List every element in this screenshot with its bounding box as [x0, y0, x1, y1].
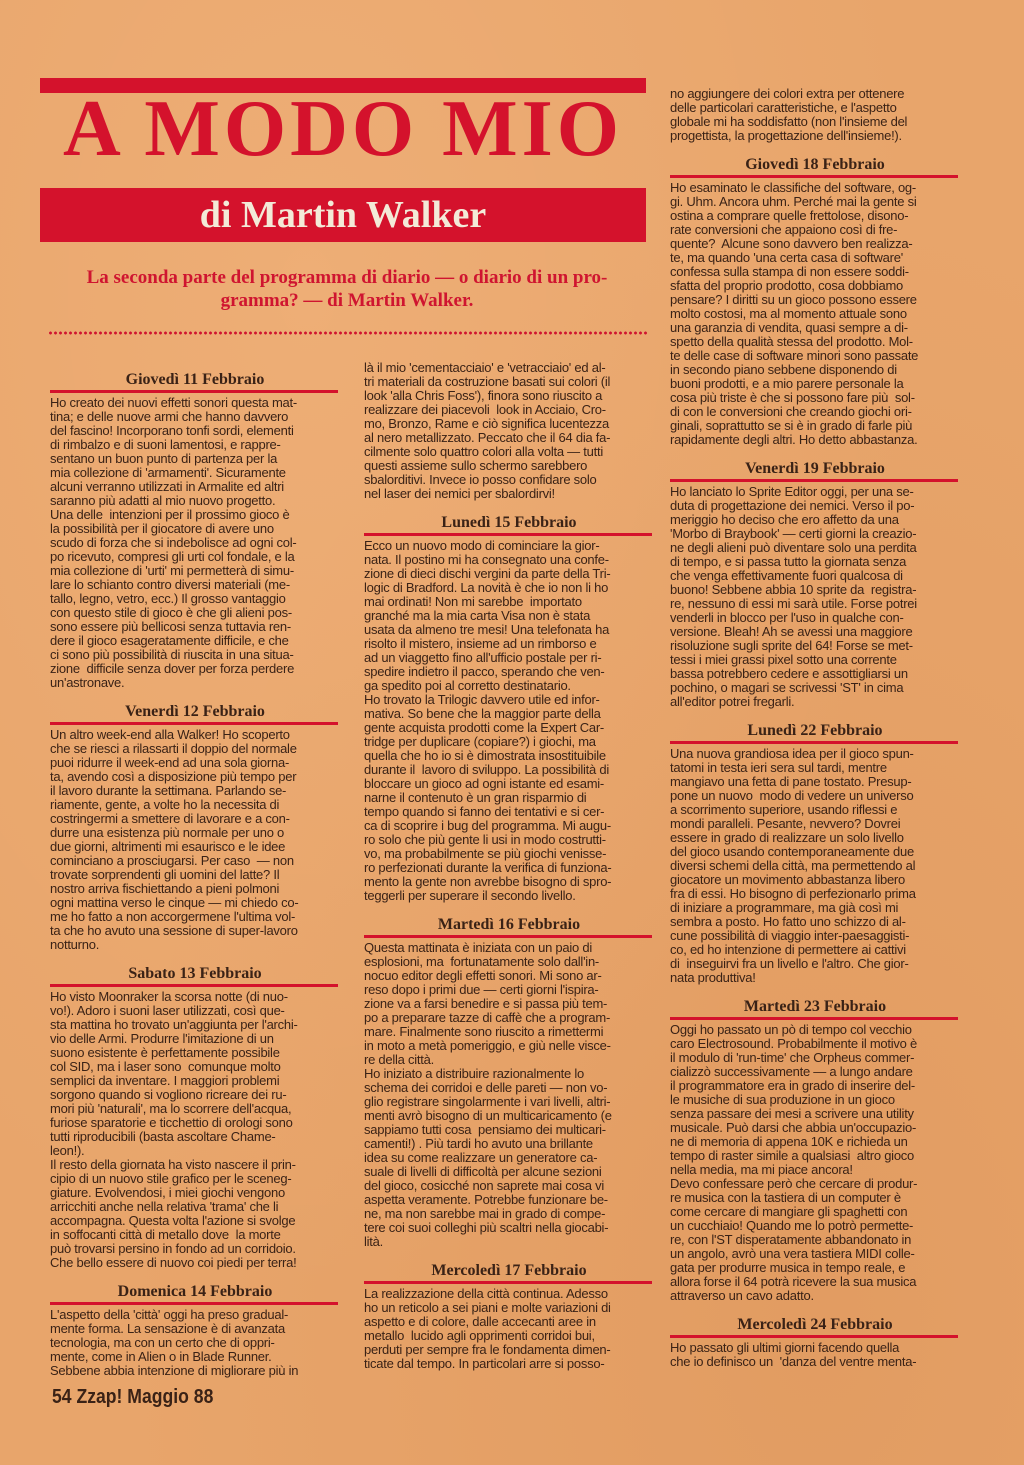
body-text-line: la possibilità per il giocatore di avere uno	[50, 521, 274, 536]
body-text-line: cune possibilità di viaggio inter-paesaggisti-	[670, 928, 910, 943]
body-text-line: come cercare di mangiare gli spaghetti con	[670, 1204, 908, 1219]
heading-red-rule	[670, 175, 958, 178]
body-text-line: ho un reticolo a sei piani e molte variazioni di	[364, 1300, 611, 1315]
body-text-line: cominciano a prosciugarsi. Per caso — non	[50, 853, 294, 868]
body-text-line: mondi paralleli. Pesante, nevvero? Dovrei	[670, 816, 901, 831]
body-text-line: Ho passato gli ultimi giorni facendo quella	[670, 1340, 900, 1355]
body-text-line: semplici da inventare. I maggiori problemi	[50, 1073, 280, 1088]
body-text-line: con questo stile di gioco è che gli alieni pos-	[50, 605, 292, 620]
body-text-line: Questa mattinata è iniziata con un paio di	[364, 940, 592, 955]
body-text-line: re, nessuno di essi mi sarà utile. Forse potrei	[670, 596, 917, 611]
body-text-line: furiose sparatorie e ticchettio di orologi sono	[50, 1115, 293, 1130]
body-text-line: mori più 'naturali', ma lo scorrere dell'acqua,	[50, 1101, 292, 1116]
body-text-line: Il resto della giornata ha visto nascere il prin-	[50, 1157, 296, 1172]
body-text-line: venderli in blocco per l'uso in qualche con-	[670, 610, 904, 625]
diary-entry	[364, 915, 654, 1249]
body-text-line: le musiche di sua produzione in un gioco	[670, 1092, 895, 1107]
body-text-line: tatomi in testa ieri sera sul tardi, mentre	[670, 760, 887, 775]
body-text-line: ro perfezionati durante la verifica di funziona-	[364, 860, 612, 875]
body-text-line: di iniziare a programmare, ma già così mi	[670, 900, 899, 915]
body-text-line: pensare? I diritti su un gioco possono essere	[670, 292, 917, 307]
body-text-line: mente, come in Alien o in Blade Runner.	[50, 1349, 272, 1364]
body-text-line: risoluzione sugli sprite del 64! Forse se met-	[670, 638, 913, 653]
entry-date-heading: Mercoledì 24 Febbraio	[737, 1316, 893, 1333]
body-text-line: vio delle Armi. Produrre l'imitazione di un	[50, 1031, 274, 1046]
body-text-line: nata. Il postino mi ha consegnato una confe-	[364, 552, 609, 567]
heading-red-rule	[364, 1281, 652, 1284]
body-text-line: ca di scoprire i bug del programma. Mi augu-	[364, 818, 611, 833]
body-text-line: Una delle intenzioni per il prossimo gioco è	[50, 507, 290, 522]
diary-entry	[670, 87, 960, 143]
body-text-line: ro solo che più gente li usi in modo costrutti-	[364, 832, 606, 847]
body-text-line: logic di Bradford. La novità è che io non li ho	[364, 580, 609, 595]
dotted-divider	[48, 331, 648, 335]
body-text-line: del fascino! Incorporano tonfi sordi, elementi	[50, 423, 294, 438]
entry-date-heading: Martedì 23 Febbraio	[743, 998, 887, 1015]
body-text-line: ne di memoria di appena 10K e richieda un	[670, 1134, 908, 1149]
body-text-line: progettista, la progettazione dell'insieme!).	[670, 128, 902, 143]
body-text-line: sono essere più bellicosi senza tuttavia ren-	[50, 619, 291, 634]
body-text-line: Ho lanciato lo Sprite Editor oggi, per una se-	[670, 484, 914, 499]
body-text-line: tina; e delle nuove armi che hanno davvero	[50, 409, 289, 424]
body-text-line: ginali, soprattutto se si è in grado di farle più	[670, 418, 913, 433]
body-text-line: usata da almeno tre mesi! Una telefonata ha	[364, 622, 610, 637]
body-text-line: un'astronave.	[50, 675, 125, 690]
body-text-line: zione di dieci dischi vergini da parte della Tri-	[364, 566, 611, 581]
body-text-line: zione va a farsi benedire e si passa più tem-	[364, 996, 608, 1011]
body-text-line: Ecco un nuovo modo di cominciare la gior-	[364, 538, 600, 553]
body-text-line: po ricevuto, compresi gli urti col fondale, e la	[50, 549, 295, 564]
body-text-line: là il mio 'cementacciaio' e 'vetracciaio' ed al-	[364, 360, 606, 375]
body-text-line: delle particolari caratteristiche, e l'aspetto	[670, 100, 897, 115]
body-text-line: ogni mattina verso le cinque — mi chiedo co-	[50, 895, 299, 910]
body-text-line: Che bello essere di nuovo coi piedi per terra!	[50, 1255, 297, 1270]
diary-entry	[364, 513, 654, 903]
body-text-line: accompagna. Questa volta l'azione si svolge	[50, 1213, 296, 1228]
body-text-line: tessi i miei grassi pixel sotto una corrente	[670, 652, 897, 667]
body-text-line: Ho iniziato a distribuire razionalmente lo	[364, 1066, 585, 1081]
body-text-line: mente forma. La sensazione è di avanzata	[50, 1321, 285, 1336]
body-text-line: meriggio ho deciso che ero affetto da una	[670, 512, 899, 527]
body-text-line: no aggiungere dei colori extra per ottenere	[670, 86, 905, 101]
byline: di Martin Walker	[199, 194, 487, 236]
body-text-line: cipio di un nuovo stile grafico per le sceneg-	[50, 1171, 292, 1186]
heading-red-rule	[50, 1302, 338, 1305]
body-text-line: attraverso un cavo adatto.	[670, 1288, 814, 1303]
diary-entry	[670, 1315, 960, 1369]
body-text-line: di tempo, e si passa tutto la giornata senza	[670, 554, 907, 569]
body-text-line: in moto a metà pomeriggio, e giù nelle visce-	[364, 1038, 611, 1053]
body-text-line: bloccare un gioco ad ogni istante ed esami-	[364, 776, 605, 791]
body-text-line: lità.	[364, 1234, 383, 1249]
body-text-line: reso dopo i primi due — certi giorni l'ispira-	[364, 982, 599, 997]
heading-red-rule	[50, 390, 338, 393]
body-text-line: due giorni, altrimenti mi esaurisco e le idee	[50, 839, 286, 854]
body-text-line: L'aspetto della 'città' oggi ha preso gradual-	[50, 1307, 289, 1322]
body-text-line: può trovarsi persino in fondo ad un corridoio.	[50, 1241, 296, 1256]
entry-date-heading: Venerdì 19 Febbraio	[745, 460, 885, 477]
body-text-line: durre una esistenza più normale per uno o	[50, 825, 285, 840]
body-text-line: bassa potrebbero cedere e assottigliarsi un	[670, 666, 908, 681]
body-text-line: gi. Uhm. Ancora uhm. Perché mai la gente si	[670, 194, 917, 209]
body-text-line: arricchiti anche nella relativa 'trama' che li	[50, 1199, 279, 1214]
diary-entry	[670, 459, 960, 709]
body-text-line: po a preparare tazze di caffè che a program-	[364, 1010, 611, 1025]
body-text-line: Ho visto Moonraker la scorsa notte (di nuo-	[50, 989, 288, 1004]
diary-entry	[670, 997, 960, 1303]
body-text-line: del gioco usando contemporaneamente due	[670, 844, 914, 859]
body-text-line: un cucchiaio! Quando me lo potrò permette-	[670, 1218, 914, 1233]
body-text-line: il lavoro durante la settimana. Parlando se-	[50, 783, 287, 798]
body-text-line: spetto della qualità stessa del prodotto. Mol-	[670, 334, 913, 349]
body-text-line: giature. Evolvendosi, i miei giochi vengono	[50, 1185, 285, 1200]
body-text-line: tecnologia, ma con un certo che di oppri-	[50, 1335, 275, 1350]
body-text-line: ga spedito poi al corretto destinatario.	[364, 678, 571, 693]
body-text-line: me ho fatto a non accorgermene l'ultima vol-	[50, 909, 296, 924]
body-text-line: metallo lucido agli opprimenti corridoi bui,	[364, 1328, 595, 1343]
body-text-line: narne il contenuto è un gran risparmio di	[364, 790, 587, 805]
body-text-line: nostro arriva fischiettando a pieni polmoni	[50, 881, 280, 896]
body-text-line: che se riesci a rilassarti il doppio del normale	[50, 741, 297, 756]
body-text-line: menti avrò bisogno di un multicaricamento (e	[364, 1108, 612, 1123]
entry-date-heading: Giovedì 18 Febbraio	[745, 156, 885, 173]
entry-date-heading: Martedì 16 Febbraio	[437, 916, 581, 933]
page-title: A MODO MIO	[63, 85, 623, 173]
body-text-line: ne degli alieni può diventare solo una perdita	[670, 540, 917, 555]
body-text-line: spedire indietro il pacco, sperando che ven-	[364, 664, 605, 679]
body-text-line: nocuo editor degli effetti sonori. Mi sono ar-	[364, 968, 602, 983]
heading-red-rule	[50, 722, 338, 725]
body-text-line: granché ma la mia carta Visa non è stata	[364, 608, 591, 623]
body-text-line: col SID, ma i laser sono comunque molto	[50, 1059, 281, 1074]
body-text-line: teggerli per superare il secondo livello.	[364, 888, 576, 903]
body-text-line: tere coi suoi colleghi più scaltri nella giocabi-	[364, 1220, 609, 1235]
body-text-line: mativa. So bene che la maggior parte della	[364, 706, 601, 721]
body-text-line: una garanzia di vendita, quasi sempre a di-	[670, 320, 908, 335]
body-text-line: risolto il mistero, insieme ad un rimborso e	[364, 636, 597, 651]
body-text-line: sembra a posto. Ho fatto uno schizzo di al-	[670, 914, 906, 929]
body-text-line: idea su come realizzare un generatore ca-	[364, 1150, 598, 1165]
body-text-line: giocatore un movimento abbastanza libero	[670, 872, 905, 887]
body-text-line: tallo, legno, vetro, ecc.) Il grosso vantaggio	[50, 591, 286, 606]
body-text-line: Devo confessare però che cercare di produr-	[670, 1176, 918, 1191]
body-text-line: in soffocanti città di metallo dove la morte	[50, 1227, 281, 1242]
body-text-line: schema dei corridoi e delle pareti — non vo-	[364, 1080, 608, 1095]
body-text-line: ta, avendo così a disposizione più tempo per	[50, 769, 297, 784]
body-text-line: di inseguirvi fra un livello e l'altro. Che gior-	[670, 956, 909, 971]
body-text-line: gata per produrre musica in tempo reale, e	[670, 1260, 906, 1275]
heading-red-rule	[364, 533, 652, 536]
body-text-line: senza passare dei mesi a scrivere una utility	[670, 1106, 914, 1121]
body-text-line: nella media, ma mi piace ancora!	[670, 1162, 853, 1177]
entry-date-heading: Giovedì 11 Febbraio	[125, 371, 265, 388]
body-text-line: rate conversioni che appaiono così di fre-	[670, 222, 898, 237]
column-3	[670, 87, 960, 1369]
body-text-line: pochino, o magari se scrivessi 'ST' in cima	[670, 680, 904, 695]
body-text-line: a scorrimento superiore, usando riflessi e	[670, 802, 898, 817]
body-text-line: scudo di forza che si indebolisce ad ogni col-	[50, 535, 297, 550]
body-text-line: vo!). Adoro i suoni laser utilizzati, così que-	[50, 1003, 285, 1018]
body-text-line: perduti per sempre fra le fondamenta dimen-	[364, 1342, 611, 1357]
body-text-line: allora forse il 64 potrà ricevere la sua musica	[670, 1274, 917, 1289]
body-text-line: tridge per duplicare (copiare?) i giochi, ma	[364, 734, 596, 749]
body-text-line: mia collezione di 'armamenti'. Sicuramente	[50, 465, 286, 480]
body-text-line: fra di essi. Ho bisogno di perfezionarlo prima	[670, 886, 916, 901]
diary-entry	[50, 702, 340, 952]
body-text-line: ad un viaggetto fino all'ufficio postale per ri-	[364, 650, 602, 665]
body-text-line: mangiavo una fetta di pane tostato. Presup-	[670, 774, 912, 789]
body-text-line: 'Morbo di Braybook' — certi giorni la creazio-	[670, 526, 917, 541]
body-text-line: ta che ho avuto una sessione di super-lavoro	[50, 923, 298, 938]
body-text-line: Ho creato dei nuovi effetti sonori questa mat-	[50, 395, 297, 410]
body-text-line: molto costosi, ma al momento attuale sono	[670, 306, 907, 321]
heading-red-rule	[670, 1335, 958, 1338]
body-text-line: re musica con la tastiera di un computer è	[670, 1190, 901, 1205]
diary-entry	[50, 964, 340, 1270]
body-text-line: puoi ridurre il week-end ad una sola giorna-	[50, 755, 290, 770]
body-text-line: buono! Sebbene abbia 10 sprite da registra-	[670, 582, 917, 597]
body-text-line: Un altro week-end alla Walker! Ho scoperto	[50, 727, 290, 742]
body-text-line: ticate dal tempo. In particolari arre si posso-	[364, 1356, 605, 1371]
heading-red-rule	[670, 479, 958, 482]
body-text-line: buoni prodotti, e a mio parere personale la	[670, 376, 904, 391]
body-text-line: tempo di raster simile a qualsiasi altro gioco	[670, 1148, 915, 1163]
entry-date-heading: Mercoledì 17 Febbraio	[431, 1262, 587, 1279]
body-text-line: musicale. Può darsi che abbia un'occupazio-	[670, 1120, 917, 1135]
body-text-line: che venga effettivamente fuori qualcosa di	[670, 568, 903, 583]
body-text-line: notturno.	[50, 937, 100, 952]
body-text-line: caro Electrosound. Probabilmente il motivo è	[670, 1036, 917, 1051]
body-text-line: Oggi ho passato un pò di tempo col vecchio	[670, 1022, 912, 1037]
diary-entry	[50, 1282, 340, 1378]
entry-date-heading: Domenica 14 Febbraio	[117, 1283, 273, 1300]
body-text-line: re, con l'ST disperatamente abbandonato in	[670, 1232, 912, 1247]
body-text-line: gente acquista prodotti come la Expert Car-	[364, 720, 604, 735]
heading-red-rule	[670, 741, 958, 744]
body-text-line: mare. Finalmente sono riuscito a rimettermi	[364, 1024, 604, 1039]
body-text-line: durante il lavoro di sviluppo. La possibilità di	[364, 762, 610, 777]
body-text-line: aspetto e di colore, dalle accecanti aree in	[364, 1314, 596, 1329]
body-text-line: vo, ma probabilmente se più giochi venisse-	[364, 846, 607, 861]
body-text-line: sta mattina ho trovato un'aggiunta per l'archi-	[50, 1017, 298, 1032]
body-text-line: te, ma quando 'una certa casa di software'	[670, 250, 903, 265]
body-text-line: all'editor potrei fregarli.	[670, 694, 795, 709]
body-text-line: confessa sulla stampa di non essere soddi-	[670, 264, 909, 279]
body-text-line: alcuni verranno utilizzati in Armalite ed altri	[50, 479, 284, 494]
body-text-line: aspetta veramente. Potrebbe funzionare be-	[364, 1192, 608, 1207]
entry-date-heading: Lunedì 22 Febbraio	[747, 722, 883, 739]
body-text-line: look 'alla Chris Foss'), finora sono riuscito a	[364, 388, 603, 403]
body-text-line: Ho trovato la Trilogic davvero utile ed infor-	[364, 692, 600, 707]
diary-entry	[670, 155, 960, 447]
body-text-line: Una nuova grandiosa idea per il gioco spun-	[670, 746, 914, 761]
body-text-line: il modulo di 'run-time' che Orpheus commer-	[670, 1050, 915, 1065]
diary-entry	[364, 361, 654, 501]
body-text-line: cilmente solo quattro colori alla volta — tutti	[364, 444, 603, 459]
body-text-line: al nero metallizzato. Peccato che il 64 dia fa-	[364, 430, 611, 445]
body-text-line: di con le conversioni che creando giochi ori-	[670, 404, 912, 419]
body-text-line: mia collezione di 'urti' mi permetterà di simu-	[50, 563, 294, 578]
body-text-line: riamente, gente, a volte ho la necessita di	[50, 797, 280, 812]
body-text-line: un angolo, avrò una vera tastiera MIDI colle-	[670, 1246, 915, 1261]
byline-band	[40, 188, 646, 242]
body-text-line: zione difficile senza dover per forza perdere	[50, 661, 295, 676]
body-text-line: dere il gioco esageratamente difficile, e che	[50, 633, 289, 648]
body-text-line: re della città.	[364, 1052, 434, 1067]
body-text-line: La realizzazione della città continua. Adesso	[364, 1286, 608, 1301]
body-text-line: il programmatore era in grado di inserire del-	[670, 1078, 916, 1093]
body-text-line: quente? Alcune sono davvero ben realizza-	[670, 236, 913, 251]
diary-entry	[670, 721, 960, 985]
body-text-line: ci sono più possibilità di riuscita in una situa-	[50, 647, 294, 662]
body-text-line: globale mi ha soddisfatto (non l'insieme del	[670, 114, 908, 129]
body-text-line: questi assieme sullo schermo sarebbero	[364, 458, 588, 473]
body-text-line: duta di progettazione dei nemici. Verso il po-	[670, 498, 915, 513]
page-folio: 54 Zzap! Maggio 88	[52, 1386, 214, 1408]
body-text-line: suono esistente è perfettamente possibile	[50, 1045, 280, 1060]
body-text-line: diversi schemi della città, ma permettendo al	[670, 858, 916, 873]
body-text-line: in secondo piano sebbene disponendo di	[670, 362, 897, 377]
heading-red-rule	[670, 1017, 958, 1020]
body-text-line: sentano un buon punto di partenza per la	[50, 451, 278, 466]
column-2	[364, 361, 654, 1371]
diary-entry	[364, 1261, 654, 1371]
column-1	[50, 358, 340, 1378]
body-text-line: costringermi a smettere di lavorare e a con-	[50, 811, 290, 826]
body-text-line: trovate sorprendenti gli uomini del latte? Il	[50, 867, 280, 882]
heading-red-rule	[364, 935, 652, 938]
body-text-line: che io definisco un 'danza del ventre menta-	[670, 1354, 917, 1369]
body-text-line: nel laser dei nemici per sbalordirvi!	[364, 486, 555, 501]
body-text-line: glio registrare singolarmente i vari livelli, altri-	[364, 1094, 611, 1109]
body-text-line: cosa più triste è che si possono fare più sol-	[670, 390, 915, 405]
body-text-line: sorgono quando si vogliono ricreare dei ru-	[50, 1087, 287, 1102]
body-text-line: tutti riproducibili (basta ascoltare Chame-	[50, 1129, 276, 1144]
body-text-line: sappiamo tutti cosa pensiamo dei multicari-	[364, 1122, 606, 1137]
heading-red-rule	[50, 984, 338, 987]
body-text-line: realizzare dei piacevoli look in Acciaio, Cro-	[364, 402, 606, 417]
body-text-line: mai ordinati! Non mi sarebbe importato	[364, 594, 582, 609]
entry-date-heading: Lunedì 15 Febbraio	[441, 514, 577, 531]
body-text-line: Ho esaminato le classifiche del software, og-	[670, 180, 916, 195]
standfirst: La seconda parte del programma di diario — o diario di un pro- gramma? — di Martin Walker.	[86, 267, 608, 311]
body-text-line: essere in grado di realizzare un solo livello	[670, 830, 904, 845]
diary-entry	[50, 370, 340, 690]
body-text-line: tri materiali da costruzione basati sui colori (il	[364, 374, 611, 389]
body-text-line: ostina a comprare quelle frettolose, disono-	[670, 208, 909, 223]
body-text-line: pone un nuovo modo di vedere un universo	[670, 788, 914, 803]
body-text-line: di rimbalzo e di suoni lamentosi, e rappre-	[50, 437, 281, 452]
body-text-line: tempo quando si fanno dei tentativi e si cer-	[364, 804, 605, 819]
body-text-line: versione. Bleah! Ah se avessi una maggiore	[670, 624, 913, 639]
body-text-line: suale di livelli di difficoltà per alcune sezioni	[364, 1164, 602, 1179]
body-text-line: sfatta del proprio prodotto, cosa dobbiamo	[670, 278, 904, 293]
body-text-line: nata produttiva!	[670, 970, 756, 985]
body-text-line: ne, ma non sarebbe mai in grado di compe-	[364, 1206, 606, 1221]
body-text-line: co, ed ho intenzione di permettere ai cattivi	[670, 942, 906, 957]
body-text-line: te delle case di software minori sono passate	[670, 348, 919, 363]
body-text-line: esplosioni, ma fortunatamente solo dall'in-	[364, 954, 600, 969]
body-text-line: saranno più adatti al mio nuovo progetto.	[50, 493, 276, 508]
body-text-line: sbalorditivi. Invece io posso confidare solo	[364, 472, 597, 487]
body-text-line: lare lo schianto contro diversi materiali (me-	[50, 577, 290, 592]
body-text-line: mo, Bronzo, Rame e ciò significa lucentezza	[364, 416, 610, 431]
body-text-line: camenti!) . Più tardi ho avuto una brillante	[364, 1136, 593, 1151]
body-text-line: cializzò successivamente — a lungo andare	[670, 1064, 913, 1079]
entry-date-heading: Venerdì 12 Febbraio	[125, 703, 265, 720]
body-text-line: leon!).	[50, 1143, 85, 1158]
body-text-line: rapidamente degli altri. Ho detto abbastanza.	[670, 432, 918, 447]
body-text-line: del gioco, cosicché non saprete mai cosa vi	[364, 1178, 604, 1193]
body-text-line: quella che ho io si è dimostrata insostituibile	[364, 748, 606, 763]
body-text-line: Sebbene abbia intenzione di migliorare più in	[50, 1363, 299, 1378]
body-text-line: mento la gente non avrebbe bisogno di spro-	[364, 874, 612, 889]
entry-date-heading: Sabato 13 Febbraio	[128, 965, 262, 982]
